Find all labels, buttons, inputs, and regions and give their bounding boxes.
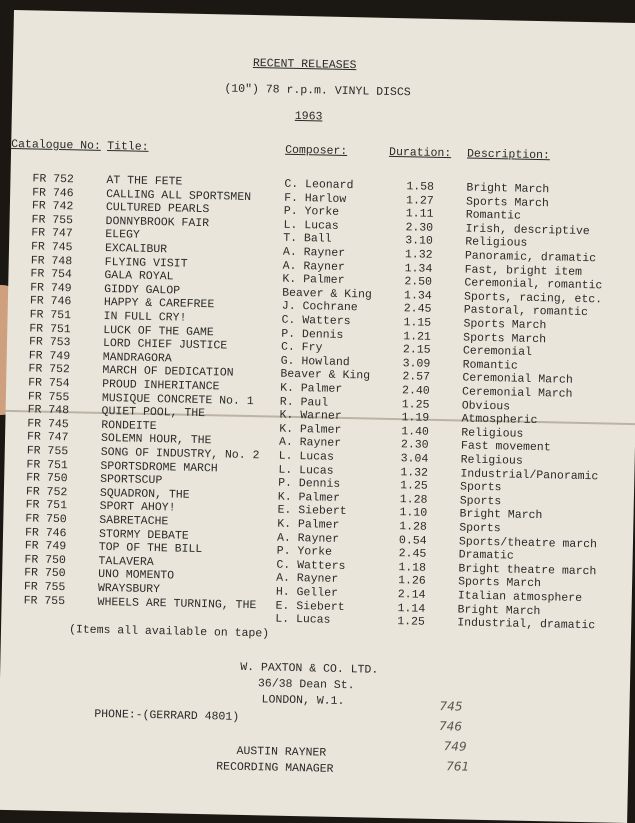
catalogue-cell: FR 748 [30,254,73,268]
composer-cell: A. Rayner [278,436,342,451]
duration-cell: 1.25 [399,479,428,493]
description-cell: Italian atmosphere [457,589,583,606]
title-cell: STORMY DEBATE [98,527,189,543]
composer-cell: Beaver & King [280,368,371,383]
catalogue-cell: FR 748 [27,403,70,418]
duration-cell: 1.21 [403,329,431,344]
description-cell: Bright March [457,603,541,618]
description-cell: Fast, bright item [464,263,583,279]
composer-cell: K. Palmer [279,422,342,437]
description-cell: Sports/theatre march [458,535,598,551]
composer-cell: L. Lucas [278,463,334,478]
duration-cell: 2.57 [402,370,431,385]
title-cell: MARCH OF DEDICATION [102,364,234,381]
handwritten-number: 761 [446,759,470,774]
title-cell: HAPPY & CAREFREE [103,296,215,312]
title-cell: UNO MOMENTO [98,568,175,583]
address-line1: 36/38 Dean St. [257,677,355,693]
title-cell: SABRETACHE [99,513,169,529]
duration-cell: 1.10 [399,506,428,521]
catalogue-cell: FR 750 [24,553,67,568]
composer-cell: Beaver & King [281,286,372,302]
description-cell: Industrial, dramatic [457,616,596,633]
composer-cell: A. Rayner [276,572,339,587]
duration-cell: 1.34 [403,289,432,303]
composer-cell: K. Palmer [277,517,340,532]
description-cell: Sports, racing, etc. [463,290,603,307]
title-cell: QUIET POOL, THE [101,405,206,421]
title-cell: MUSIQUE CONCRETE No. 1 [101,391,254,408]
composer-cell: C. Watters [281,313,351,329]
composer-cell: K. Palmer [282,272,345,288]
address-line2: LONDON, W.1. [261,693,345,709]
description-cell: Pastoral, romantic [463,303,589,320]
title-cell: IN FULL CRY! [103,309,187,325]
title-cell: SOLEMN HOUR, THE [100,432,212,448]
description-cell: Romantic [462,358,519,373]
catalogue-cell: FR 742 [31,199,74,214]
description-cell: Irish, descriptive [465,222,590,238]
description-cell: Bright March [459,507,543,523]
catalogue-cell: FR 747 [31,226,73,241]
description-cell: Panoramic, dramatic [464,249,597,266]
description-cell: Industrial/Panoramic [460,467,599,483]
duration-cell: 1.26 [397,574,426,589]
duration-cell: 1.19 [401,411,430,425]
composer-cell: G. Howland [280,354,350,369]
description-cell: Sports March [465,195,550,210]
title-cell: GIDDY GALOP [104,282,181,298]
catalogue-cell: FR 750 [24,566,66,581]
duration-cell: 1.34 [404,261,433,276]
catalogue-cell: FR 752 [28,362,71,377]
title-cell: TOP OF THE BILL [98,541,203,557]
title-cell: RONDEITE [101,418,157,433]
catalogue-cell: FR 755 [27,389,70,404]
catalogue-cell: FR 749 [30,281,72,296]
description-cell: Bright theatre march [458,562,597,579]
composer-cell: K. Palmer [280,381,343,396]
composer-cell: E. Siebert [277,504,347,519]
composer-cell: K. Palmer [277,490,341,505]
handwritten-number: 749 [443,739,467,754]
catalogue-cell: FR 745 [30,240,73,255]
title-cell: DONNYBROOK FAIR [105,214,210,230]
description-cell: Dramatic [458,548,515,563]
duration-cell: 2.45 [403,302,432,317]
title-cell: LORD CHIEF JUSTICE [102,337,228,353]
description-cell: Ceremonial March [461,385,573,401]
composer-cell: P. Dennis [281,327,344,342]
title-cell: TALAVERA [98,554,154,569]
description-cell: Sports [459,494,502,509]
description-cell: Sports [459,480,502,495]
title-cell: SPORTSCUP [100,473,163,488]
composer-cell: A. Rayner [282,259,345,274]
description-cell: Sports March [463,317,547,333]
composer-cell: P. Yorke [276,544,333,559]
duration-cell: 1.28 [399,492,428,507]
duration-cell: 1.14 [397,601,426,616]
composer-cell: C. Leonard [284,177,354,193]
description-cell: Sports March [463,331,547,346]
composer-cell: E. Siebert [275,599,345,614]
title-cell: SONG OF INDUSTRY, No. 2 [100,445,260,463]
composer-cell: T. Ball [283,232,332,247]
description-cell: Fast movement [460,439,551,455]
catalogue-cell: FR 745 [27,417,69,432]
composer-cell: L. Lucas [275,612,331,627]
catalogue-cell: FR 755 [26,444,69,459]
duration-cell: 2.40 [401,384,430,398]
description-cell: Sports [459,521,501,536]
handwritten-number: 746 [438,719,463,734]
catalogue-cell: FR 751 [26,457,69,472]
duration-cell: 1.32 [404,248,433,262]
duration-cell: 1.25 [401,397,430,412]
col-duration: Duration: [388,145,452,161]
col-title: Title: [107,139,149,154]
manager-name: AUSTIN RAYNER [236,744,327,760]
catalogue-cell: FR 750 [26,471,68,486]
title-cell: WRAYSBURY [97,581,161,597]
duration-cell: 1.40 [401,425,429,439]
catalogue-cell: FR 750 [25,512,67,527]
description-cell: Religious [461,426,524,441]
composer-cell: P. Dennis [278,476,341,492]
duration-cell: 2.45 [398,547,427,561]
title-cell: GALA ROYAL [104,269,174,284]
duration-cell: 1.28 [399,520,428,534]
composer-cell: H. Geller [275,585,339,600]
duration-cell: 3.10 [405,234,433,249]
composer-cell: L. Lucas [283,218,339,233]
description-cell: Ceremonial [462,344,533,360]
composer-cell: A. Rayner [282,245,346,260]
col-composer: Composer: [284,143,348,159]
composer-cell: A. Rayner [276,531,340,546]
catalogue-cell: FR 746 [32,186,74,200]
duration-cell: 1.32 [400,465,429,480]
title-cell: PROUD INHERITANCE [102,377,220,394]
composer-cell: K. Warner [279,408,342,424]
title-cell: FLYING VISIT [104,255,188,271]
catalogue-cell: FR 749 [28,349,71,364]
catalogue-cell: FR 754 [28,376,70,391]
col-catalogue: Catalogue No: [11,137,102,153]
catalogue-cell: FR 751 [29,308,72,323]
title-cell: CULTURED PEARLS [105,201,210,217]
catalogue-cell: FR 752 [25,485,68,500]
title-cell: SPORTSDROME MARCH [100,459,218,475]
composer-cell: C. Fry [280,340,323,355]
catalogue-cell: FR 751 [25,498,68,513]
title-cell: CALLING ALL SPORTSMEN [106,187,252,204]
title-cell: AT THE FETE [106,173,183,189]
title-cell: WHEELS ARE TURNING, THE [97,595,257,612]
description-cell: Bright March [466,181,550,197]
duration-cell: 2.30 [400,438,429,453]
description-cell: Sports March [457,575,542,591]
catalogue-cell: FR 755 [23,580,66,595]
handwritten-number: 745 [439,699,463,714]
duration-cell: 1.27 [405,193,434,208]
description-cell: Romantic [465,208,522,223]
composer-cell: C. Watters [276,558,346,573]
duration-cell: 2.14 [397,588,426,602]
duration-cell: 1.18 [398,560,427,575]
catalogue-cell: FR 753 [28,335,71,350]
title-cell: SQUADRON, THE [99,486,190,502]
duration-cell: 2.30 [405,221,434,235]
phone: PHONE:-(GERRARD 4801) [94,707,240,724]
composer-cell: R. Paul [279,395,329,410]
duration-cell: 1.15 [403,316,432,330]
catalogue-cell: FR 755 [23,593,66,608]
catalogue-cell: FR 755 [31,213,74,228]
title-cell: ELEGY [105,228,140,243]
catalogue-cell: FR 752 [32,172,75,187]
catalogue-cell: FR 747 [26,430,69,445]
duration-cell: 1.11 [405,207,434,222]
description-cell: Atmospheric [461,412,538,428]
duration-cell: 2.15 [402,343,431,357]
document-title: RECENT RELEASES [252,57,357,73]
catalogue-cell: FR 754 [30,267,73,282]
composer-cell: L. Lucas [278,449,335,464]
catalogue-cell: FR 751 [29,321,71,336]
catalogue-cell: FR 746 [24,525,67,540]
title-cell: MANDRAGORA [102,350,172,366]
duration-cell: 2.50 [404,275,433,289]
composer-cell: P. Yorke [283,204,340,220]
catalogue-cell: FR 746 [29,294,72,309]
duration-cell: 3.04 [400,452,429,466]
description-cell: Religious [465,235,528,251]
description-cell: Ceremonial March [462,371,573,388]
document-subtitle: (10") 78 r.p.m. VINYL DISCS [224,82,411,100]
duration-cell: 0.54 [398,533,427,548]
document-page [0,10,635,823]
composer-cell: F. Harlow [283,191,347,206]
company-name: W. PAXTON & CO. LTD. [240,660,379,677]
duration-cell: 3.09 [402,357,431,371]
title-cell: SPORT AHOY! [99,500,176,515]
document-year: 1963 [294,109,323,124]
availability-note: (Items all available on tape) [68,623,270,641]
composer-cell: J. Cochrane [281,300,358,315]
col-description: Description: [466,147,551,163]
title-cell: EXCALIBUR [104,241,168,257]
duration-cell: 1.25 [397,615,426,629]
description-cell: Obvious [461,399,511,414]
description-cell: Religious [460,453,523,468]
duration-cell: 1.58 [406,180,435,194]
catalogue-cell: FR 749 [24,539,67,554]
description-cell: Ceremonial, romantic [464,276,603,293]
manager-title: RECORDING MANAGER [216,760,334,776]
title-cell: LUCK OF THE GAME [103,323,214,339]
